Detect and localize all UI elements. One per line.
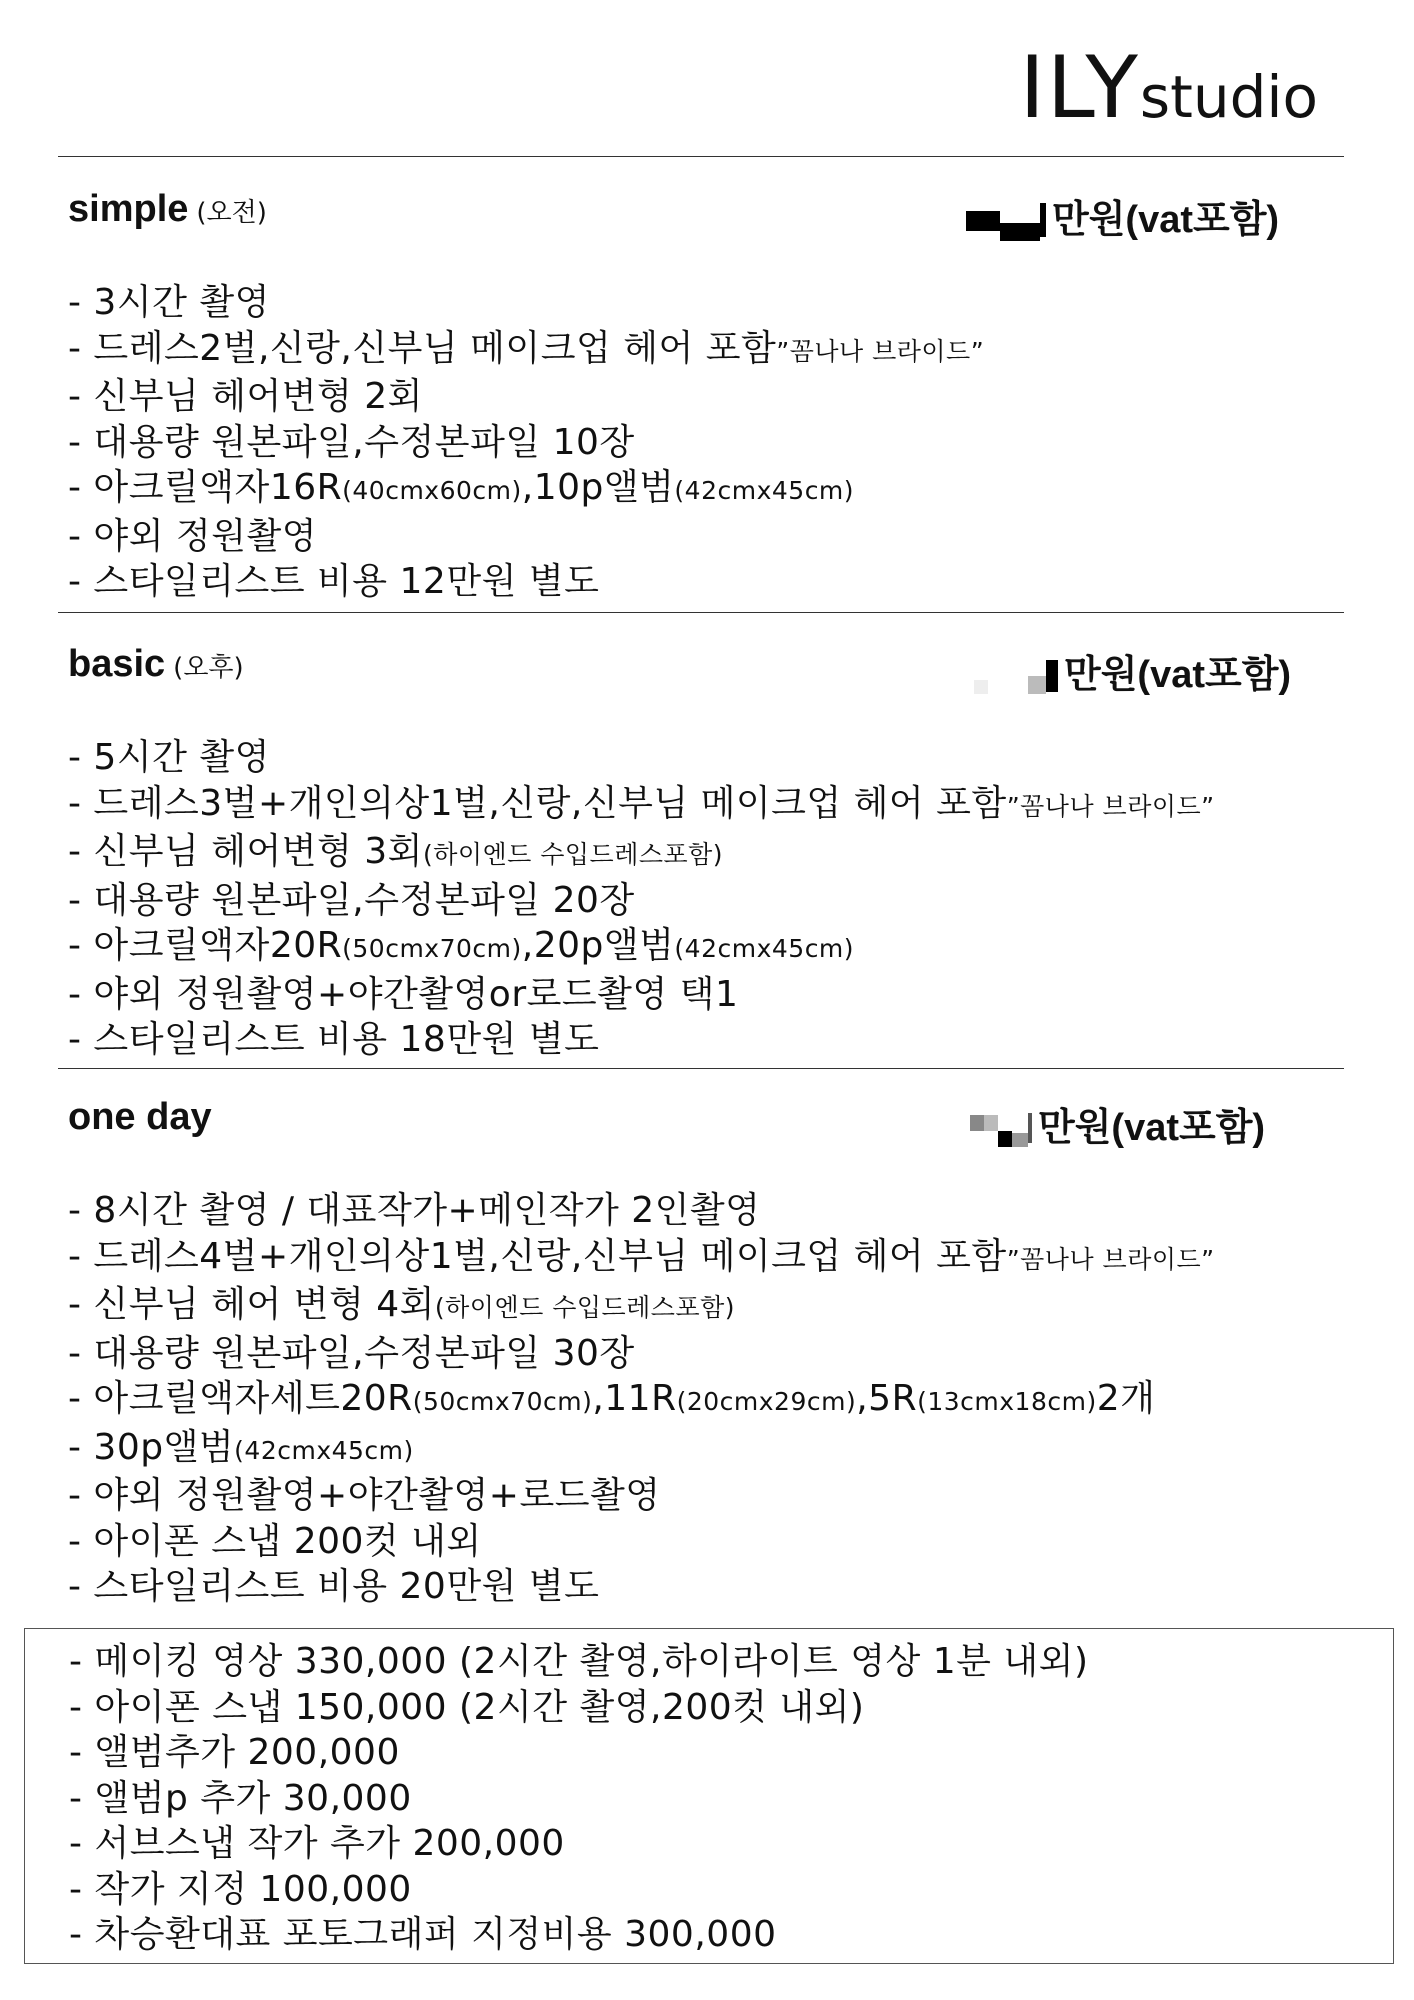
item-text: - 야외 정원촬영+야간촬영+로드촬영 bbox=[68, 1475, 661, 1516]
item-text: - 야외 정원촬영 bbox=[68, 515, 318, 557]
package-price bbox=[970, 1096, 1265, 1151]
item-text: - 대용량 원본파일,수정본파일 30장 bbox=[68, 1332, 635, 1374]
item-text: - 드레스3벌+개인의상1벌,신랑,신부님 메이크업 헤어 포함 bbox=[68, 782, 1007, 824]
item-note: ”꼼나나 브라이드” bbox=[1006, 1244, 1215, 1274]
package-title: simple (오전) bbox=[68, 188, 267, 230]
item-note: (42cmx45cm) bbox=[234, 1435, 414, 1465]
package-price bbox=[974, 643, 1291, 698]
package-item bbox=[68, 878, 1215, 924]
brand-sub: studio bbox=[1139, 63, 1318, 131]
item-text: - 드레스4벌+개인의상1벌,신랑,신부님 메이크업 헤어 포함 bbox=[68, 1235, 1007, 1277]
package-item bbox=[68, 1017, 1215, 1063]
item-text: - 스타일리스트 비용 18만원 별도 bbox=[68, 1019, 600, 1060]
package-item bbox=[68, 781, 1215, 830]
item-text: ,20p앨범 bbox=[521, 925, 675, 966]
item-text: ,11R bbox=[592, 1378, 677, 1419]
package-item bbox=[68, 326, 984, 375]
divider-basic-oneday bbox=[58, 1068, 1344, 1069]
extra-item: - 차승환대표 포토그래퍼 지정비용 300,000 bbox=[69, 1914, 777, 1955]
item-text: - 신부님 헤어변형 2회 bbox=[68, 376, 423, 417]
package-item bbox=[68, 923, 1215, 972]
item-text: - 신부님 헤어변형 3회 bbox=[68, 831, 423, 872]
divider-top bbox=[58, 156, 1344, 157]
package-one-day bbox=[58, 1096, 1348, 1607]
extra-item: - 앨범추가 200,000 bbox=[69, 1732, 400, 1773]
brand-main: ILY bbox=[1019, 38, 1140, 138]
item-text: 2개 bbox=[1096, 1378, 1156, 1419]
package-subtitle: (오후) bbox=[173, 653, 244, 683]
divider-simple-basic bbox=[58, 612, 1344, 613]
item-text: - 대용량 원본파일,수정본파일 20장 bbox=[68, 879, 635, 921]
package-item bbox=[68, 559, 984, 605]
package-subtitle: (오전) bbox=[196, 198, 267, 228]
package-header bbox=[58, 188, 1348, 244]
item-note: ”꼼나나 브라이드” bbox=[1006, 791, 1215, 821]
extra-item: - 아이폰 스냅 150,000 (2시간 촬영,200컷 내외) bbox=[69, 1686, 865, 1728]
extras-list bbox=[69, 1639, 1089, 1958]
price-suffix: 만원(vat포함) bbox=[1064, 654, 1292, 696]
item-text: - 아크릴액자세트20R bbox=[68, 1378, 413, 1419]
item-note: (42cmx45cm) bbox=[674, 476, 855, 505]
item-note: (하이엔드 수입드레스포함) bbox=[434, 1293, 735, 1322]
price-censor-mosaic bbox=[970, 1113, 1032, 1151]
package-item bbox=[68, 972, 1215, 1018]
item-text: - 스타일리스트 비용 20만원 별도 bbox=[68, 1566, 600, 1607]
item-text: - 30p앨범 bbox=[68, 1426, 235, 1468]
extra-item: - 앨범p 추가 30,000 bbox=[69, 1777, 412, 1819]
item-text: ,5R bbox=[856, 1378, 918, 1419]
item-note: (50cmx70cm) bbox=[412, 1387, 593, 1416]
package-item bbox=[68, 1234, 1215, 1283]
package-items bbox=[68, 735, 1215, 1063]
package-item bbox=[68, 1188, 1215, 1234]
price-censor-mosaic bbox=[974, 660, 1058, 698]
package-items bbox=[68, 1188, 1215, 1610]
package-item bbox=[68, 1425, 1215, 1474]
item-note: (20cmx29cm) bbox=[676, 1387, 857, 1416]
price-censor-mosaic bbox=[966, 205, 1046, 243]
package-item bbox=[68, 1473, 1215, 1519]
package-item bbox=[68, 514, 984, 560]
item-note: (하이엔드 수입드레스포함) bbox=[422, 840, 724, 869]
item-text: - 아크릴액자16R bbox=[68, 467, 343, 508]
package-item bbox=[68, 1564, 1215, 1610]
item-text: - 아이폰 스냅 200컷 내외 bbox=[68, 1520, 482, 1562]
package-price bbox=[966, 188, 1279, 243]
extras-box bbox=[24, 1628, 1394, 1964]
package-title: basic (오후) bbox=[68, 643, 244, 685]
package-item bbox=[68, 1282, 1215, 1331]
package-item bbox=[68, 465, 984, 514]
package-title: one day bbox=[68, 1096, 212, 1138]
extra-item: - 서브스냅 작가 추가 200,000 bbox=[69, 1823, 565, 1864]
item-text: - 야외 정원촬영+야간촬영or로드촬영 택1 bbox=[68, 973, 739, 1015]
price-suffix: 만원(vat포함) bbox=[1038, 1107, 1266, 1149]
item-text: - 스타일리스트 비용 12만원 별도 bbox=[68, 561, 600, 602]
item-note: ”꼼나나 브라이드” bbox=[776, 336, 985, 366]
item-note: (42cmx45cm) bbox=[674, 934, 855, 963]
price-suffix: 만원(vat포함) bbox=[1052, 199, 1280, 241]
package-item bbox=[68, 735, 1215, 781]
item-text: - 5시간 촬영 bbox=[68, 737, 270, 778]
extra-item: - 메이킹 영상 330,000 (2시간 촬영,하이라이트 영상 1분 내외) bbox=[69, 1641, 1089, 1682]
package-item bbox=[68, 420, 984, 466]
package-item bbox=[68, 829, 1215, 878]
package-header bbox=[58, 643, 1348, 699]
package-simple bbox=[58, 188, 1348, 602]
package-item bbox=[68, 1519, 1215, 1565]
item-note: (13cmx18cm) bbox=[917, 1387, 1097, 1416]
package-items bbox=[68, 280, 984, 605]
item-text: - 드레스2벌,신랑,신부님 메이크업 헤어 포함 bbox=[68, 327, 777, 369]
package-basic bbox=[58, 643, 1348, 1060]
package-item bbox=[68, 280, 984, 326]
package-item bbox=[68, 1376, 1215, 1425]
package-header bbox=[58, 1096, 1348, 1152]
item-note: (50cmx70cm) bbox=[342, 934, 522, 963]
item-text: - 신부님 헤어 변형 4회 bbox=[68, 1284, 435, 1325]
item-text: - 3시간 촬영 bbox=[68, 282, 270, 323]
package-item bbox=[68, 374, 984, 420]
item-text: - 8시간 촬영 / 대표작가+메인작가 2인촬영 bbox=[68, 1190, 761, 1231]
brand-logo bbox=[1019, 38, 1318, 138]
item-text: - 아크릴액자20R bbox=[68, 925, 343, 966]
item-note: (40cmx60cm) bbox=[342, 476, 522, 505]
item-text: ,10p앨범 bbox=[521, 467, 675, 508]
package-item bbox=[68, 1331, 1215, 1377]
item-text: - 대용량 원본파일,수정본파일 10장 bbox=[68, 421, 635, 463]
extra-item: - 작가 지정 100,000 bbox=[69, 1868, 412, 1910]
